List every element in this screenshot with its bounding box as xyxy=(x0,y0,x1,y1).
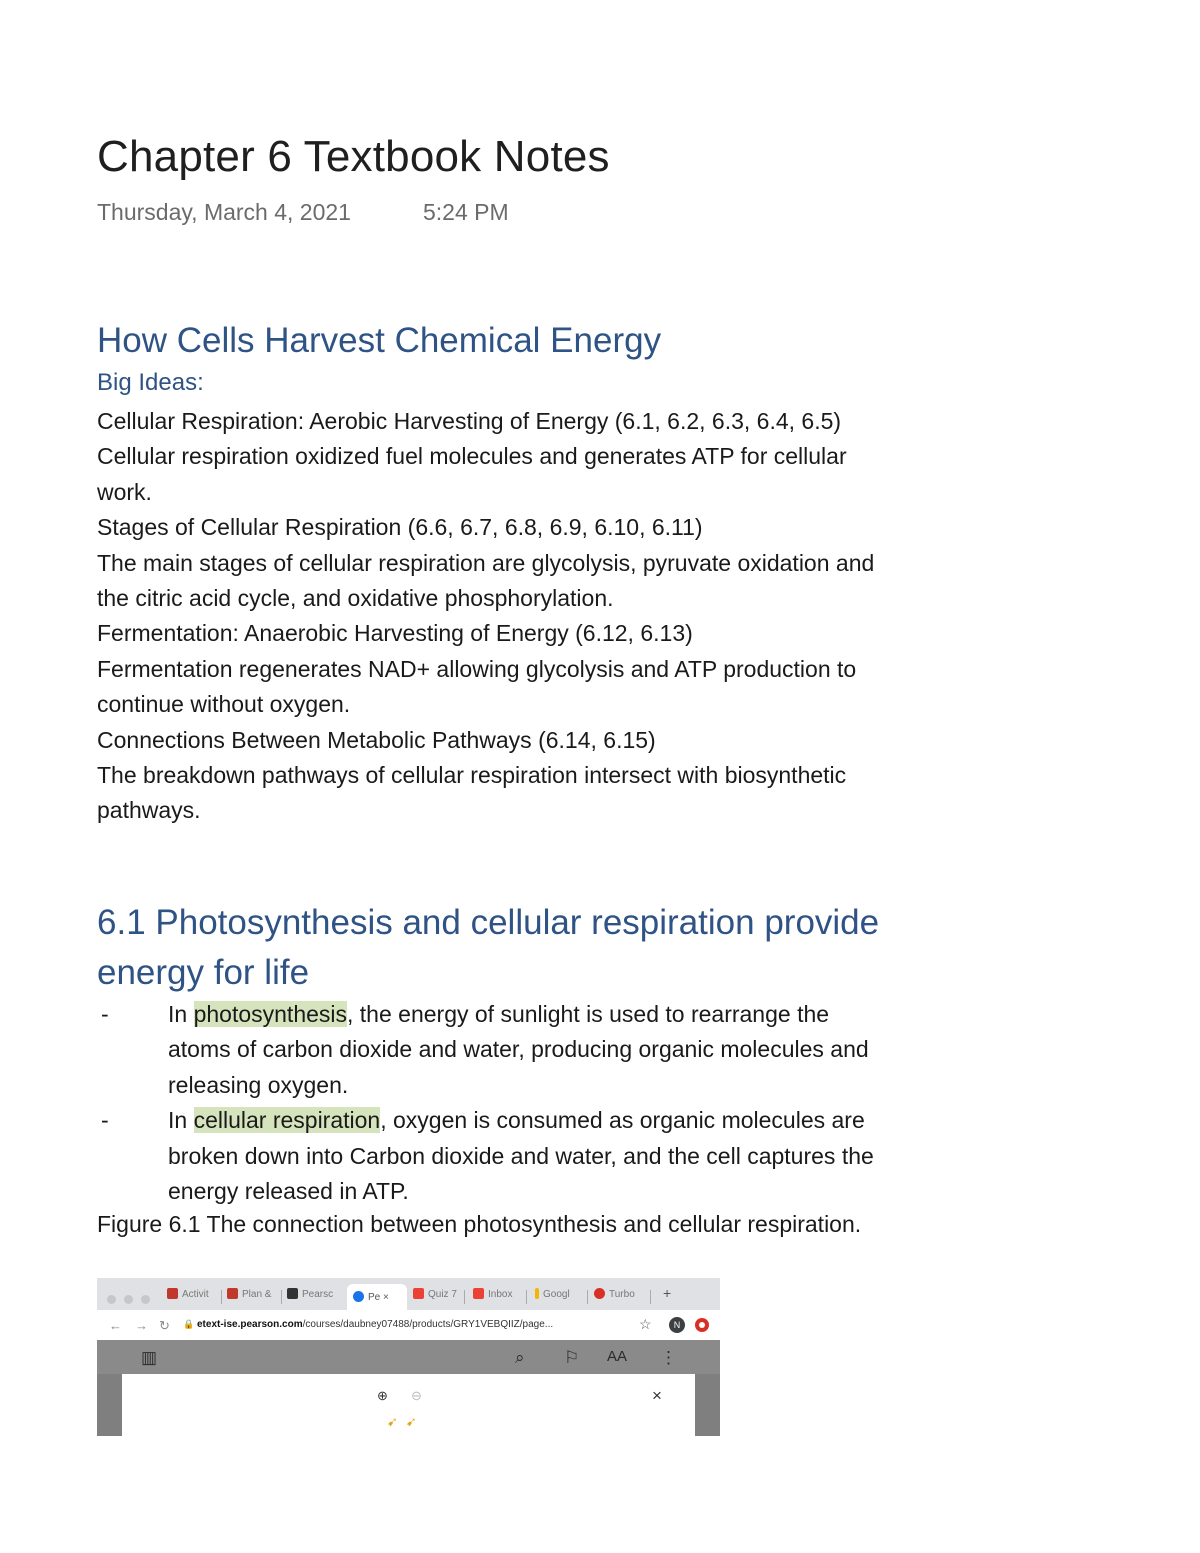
tab-favicon-icon xyxy=(167,1288,178,1299)
big-idea-line: Stages of Cellular Respiration (6.6, 6.7, 6.8, 6.9, 6.10, 6.11) xyxy=(97,514,703,541)
browser-address-bar xyxy=(97,1310,720,1340)
window-zoom-dot xyxy=(141,1295,150,1304)
close-icon: × xyxy=(652,1386,662,1405)
profile-avatar: N xyxy=(669,1317,685,1333)
list-item xyxy=(97,997,897,1103)
tab-close-icon: × xyxy=(383,1292,389,1303)
reader-page xyxy=(122,1374,695,1436)
tab-separator xyxy=(587,1290,588,1304)
section-heading: How Cells Harvest Chemical Energy xyxy=(97,321,662,360)
big-idea-line: Fermentation: Anaerobic Harvesting of Energy (6.12, 6.13) xyxy=(97,620,693,647)
browser-tab: Activit xyxy=(167,1288,217,1308)
bullet-pre: In xyxy=(168,1001,194,1027)
bullet-text: , the energy of sunlight is used to rearrange the atoms of carbon dioxide and water, producing organic molecules and releasing oxygen. xyxy=(168,1001,869,1098)
big-idea-line: Fermentation regenerates NAD+ allowing glycolysis and ATP production to continue without oxygen. xyxy=(97,655,857,718)
text-size-icon: AA xyxy=(607,1348,628,1365)
browser-tab: Plan & xyxy=(227,1288,277,1308)
bullet-list xyxy=(97,997,897,1209)
big-idea-line: Connections Between Metabolic Pathways (6.14, 6.15) xyxy=(97,726,656,753)
tab-separator xyxy=(281,1290,282,1304)
browser-tab: Pearsc xyxy=(287,1288,339,1308)
bullet-dash: - xyxy=(101,1107,109,1134)
bookmark-icon: ⚐ xyxy=(564,1348,580,1367)
tab-favicon-icon xyxy=(535,1288,539,1299)
window-close-dot xyxy=(107,1295,116,1304)
reload-icon: ↻ xyxy=(159,1318,170,1333)
list-item xyxy=(97,1103,897,1209)
big-ideas-list xyxy=(97,404,897,829)
tab-favicon-icon xyxy=(227,1288,238,1299)
browser-tab: Quiz 7 xyxy=(413,1288,459,1308)
embedded-screenshot xyxy=(97,1278,720,1436)
etext-reader xyxy=(97,1340,720,1436)
forward-icon: → xyxy=(135,1318,148,1333)
note-timestamp xyxy=(97,199,509,226)
tab-separator xyxy=(526,1290,527,1304)
tab-separator xyxy=(650,1290,651,1304)
new-tab-icon: + xyxy=(663,1285,672,1301)
note-date: Thursday, March 4, 2021 xyxy=(97,199,351,225)
search-icon: ⌕ xyxy=(515,1348,525,1367)
tab-favicon-icon xyxy=(413,1288,424,1299)
bullet-text: , oxygen is consumed as organic molecules are broken down into Carbon dioxide and water, and the cell captures the energy released in ATP. xyxy=(168,1107,874,1205)
browser-tab: Inbox xyxy=(473,1288,521,1308)
tab-favicon-icon xyxy=(353,1291,364,1302)
big-idea-line: The main stages of cellular respiration are glycolysis, pyruvate oxidation and the citric acid cycle, and oxidative phosphorylation. xyxy=(97,549,875,612)
tab-favicon-icon xyxy=(473,1288,484,1299)
extension-icon xyxy=(695,1318,709,1332)
browser-tab-bar xyxy=(97,1278,720,1310)
browser-tab-active: Pe × xyxy=(347,1284,407,1310)
tab-separator xyxy=(221,1290,222,1304)
more-icon: ⋮ xyxy=(660,1348,677,1367)
reader-toolbar xyxy=(97,1340,720,1374)
tab-favicon-icon xyxy=(594,1288,605,1299)
note-time: 5:24 PM xyxy=(423,199,509,225)
tab-separator xyxy=(464,1290,465,1304)
back-icon: ← xyxy=(109,1318,122,1333)
url-text: etext-ise.pearson.com/courses/daubney07488/products/GRY1VEBQIIZ/page... xyxy=(197,1319,554,1330)
lock-icon: 🔒 xyxy=(183,1319,195,1329)
page-title: Chapter 6 Textbook Notes xyxy=(97,132,610,181)
sidebar-icon: ▥ xyxy=(141,1348,158,1367)
tab-favicon-icon xyxy=(287,1288,298,1299)
window-controls xyxy=(107,1291,158,1309)
bullet-dash: - xyxy=(101,1001,109,1027)
big-idea-line: The breakdown pathways of cellular respiration intersect with biosynthetic pathways. xyxy=(97,762,847,824)
browser-tab: Turbo xyxy=(594,1288,646,1308)
arrows-icon: ➹➹ xyxy=(387,1414,425,1429)
big-idea-line: Cellular Respiration: Aerobic Harvesting of Energy (6.1, 6.2, 6.3, 6.4, 6.5) xyxy=(97,408,842,434)
browser-tab: Googl xyxy=(535,1288,583,1308)
big-idea-line: Cellular respiration oxidized fuel molecules and generates ATP for cellular work. xyxy=(97,443,847,505)
big-ideas-label: Big Ideas: xyxy=(97,369,204,396)
highlighted-term: photosynthesis xyxy=(193,1001,348,1027)
subsection-heading: 6.1 Photosynthesis and cellular respiration provide energy for life xyxy=(97,903,880,992)
figure-caption: Figure 6.1 The connection between photosynthesis and cellular respiration. xyxy=(97,1211,862,1237)
bookmark-star-icon: ☆ xyxy=(639,1316,652,1332)
zoom-in-icon: ⊕ xyxy=(377,1388,388,1403)
window-minimize-dot xyxy=(124,1295,133,1304)
zoom-out-icon: ⊖ xyxy=(411,1388,422,1403)
highlighted-term: cellular respiration xyxy=(193,1107,381,1134)
bullet-pre: In xyxy=(168,1107,194,1134)
